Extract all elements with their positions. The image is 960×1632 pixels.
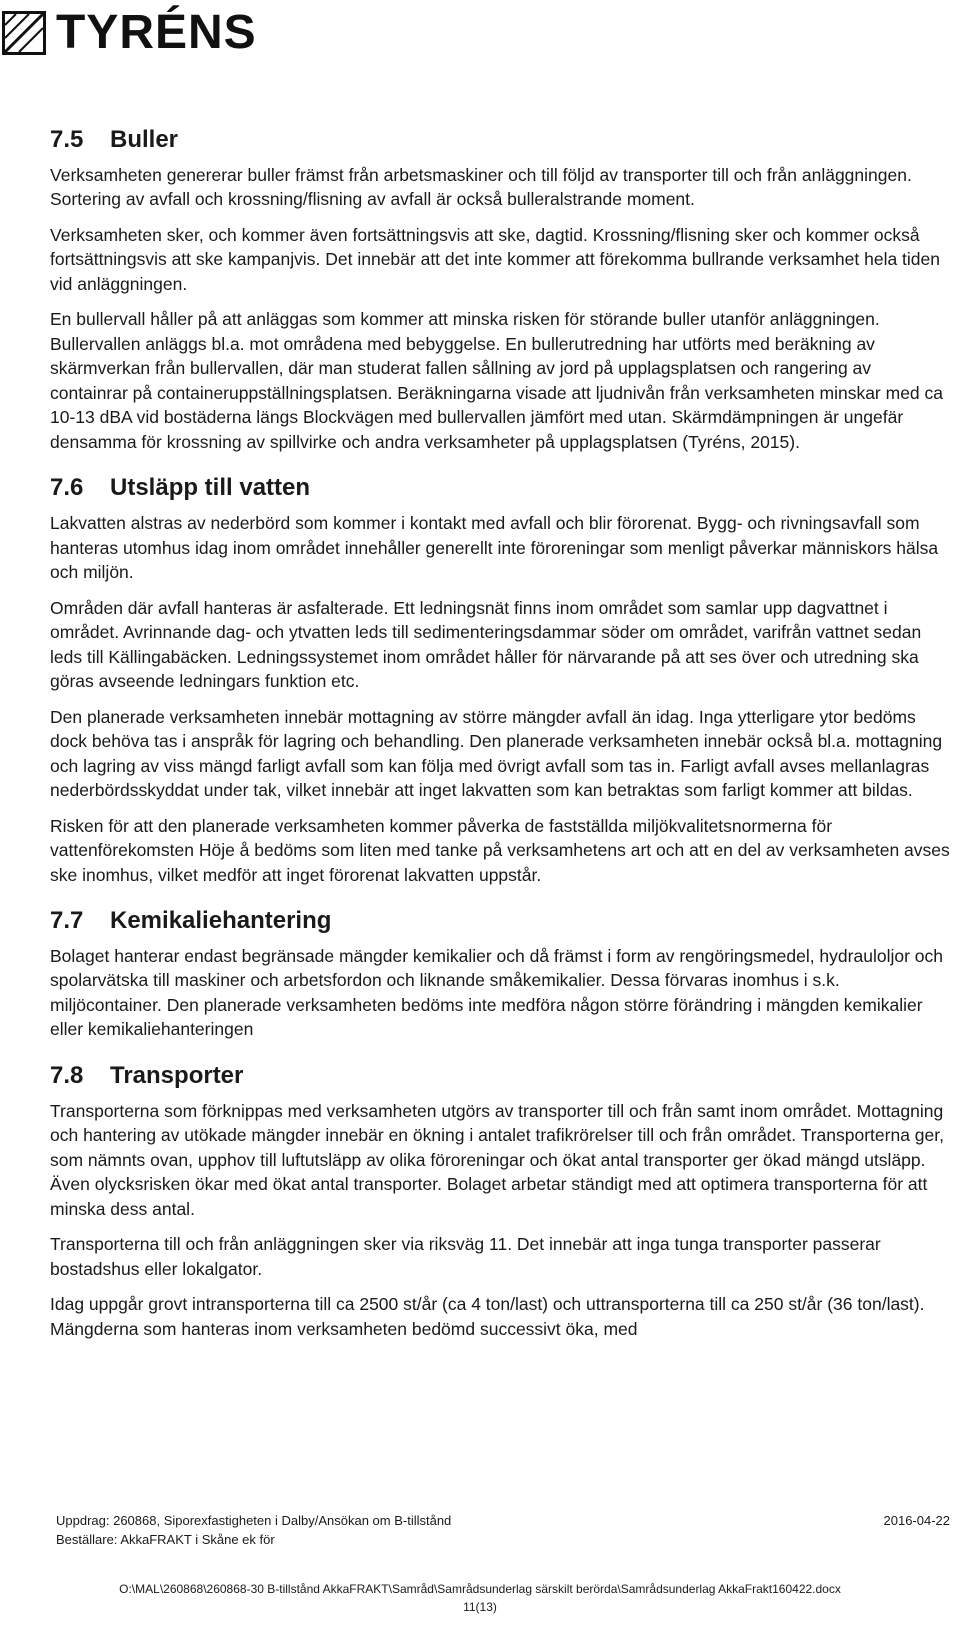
paragraph: Den planerade verksamheten innebär mottagning av större mängder avfall än idag. Inga ytterligare ytor bedöms dock behöva tas i anspråk för lagring och behandling. Den planerade verksamheten innebär också bl.a. mottagning och lagring av viss mängd farligt avfall som kan följa med övrigt avfall som tas in. Farligt avfall avses mellanlagras nederbördsskyddat under tak, vilket innebär att inget lakvatten som kan betraktas som farligt kommer att bildas. — [50, 706, 943, 801]
paragraph: Transporterna till och från anläggningen sker via riksväg 11. Det innebär att inga tunga transporter passerar bostadshus eller lokalgator. — [50, 1234, 881, 1279]
page-number: 11(13) — [463, 1600, 497, 1614]
paragraph: Verksamheten genererar buller främst från arbetsmaskiner och till följd av transporter till och från anläggningen. Sortering av avfall och krossning/flisning av avfall är också bulleralstrande moment. — [50, 164, 912, 210]
section-heading — [50, 907, 950, 936]
section-heading — [50, 474, 950, 503]
footer-client: Beställare: AkkaFRAKT i Skåne ek för — [56, 1532, 275, 1547]
section-number: 7.8 — [50, 1061, 84, 1089]
document-body — [50, 126, 950, 1352]
section-title: Transporter — [110, 1061, 244, 1089]
section-title: Kemikaliehantering — [110, 907, 332, 935]
page-header — [0, 8, 257, 58]
footer-file-path: O:\MAL\260868\260868-30 B-tillstånd AkkaFRAKT\Samråd\Samrådsunderlag särskilt berörda\Samrådsunderlag AkkaFrakt160422.docx — [119, 1582, 841, 1596]
logo-wordmark: TYRÉNS — [56, 6, 257, 59]
section-number: 7.6 — [50, 474, 84, 502]
paragraph: Transporterna som förknippas med verksamheten utgörs av transporter till och från samt inom området. Mottagning och hantering av utökade mängder innebär en ökning i antalet trafikrörelser till och från området. Transporterna ger, som nämnts ovan, upphov till luftutsläpp av olika föroreningar och ökat antal transporter ger ökad mängd utsläpp. Även olycksrisken ökar med ökat antal transporter. Bolaget arbetar ständigt med att optimera transporterna för att minska dess antal. — [50, 1100, 944, 1219]
paragraph: Områden där avfall hanteras är asfalterade. Ett ledningsnät finns inom området som samlar upp dagvattnet i området. Avrinnande dag- och ytvatten leds till sedimenteringsdammar söder om området, varifrån vattnet sedan leds till Källingabäcken. Ledningssystemet inom området håller för närvarande på att ses över och utredning ska göras avseende ledningars funktion etc. — [50, 597, 922, 692]
paragraph: Lakvatten alstras av nederbörd som kommer i kontakt med avfall och blir förorenat. Bygg- och rivningsavfall som hanteras utomhus idag inom området innehåller generellt inte föroreningar som menligt påverkar människors hälsa och miljön. — [50, 513, 939, 583]
section-heading — [50, 1062, 950, 1091]
footer-date: 2016-04-22 — [883, 1513, 950, 1528]
section-title: Buller — [110, 126, 179, 153]
footer-assignment: Uppdrag: 260868, Siporexfastigheten i Dalby/Ansökan om B-tillstånd — [56, 1513, 452, 1528]
page-footer — [56, 1511, 950, 1549]
paragraph: Risken för att den planerade verksamheten kommer påverka de fastställda miljökvalitetsnormerna för vattenförekomsten Höje å bedöms som liten med tanke på verksamhetens art och att en del av verksamheten avses ske inomhus, vilket medför att inget förorenat lakvatten uppstår. — [50, 815, 950, 885]
section-number: 7.5 — [50, 126, 84, 153]
paragraph: Verksamheten sker, och kommer även fortsättningsvis att ske, dagtid. Krossning/flisning sker och kommer också fortsättningsvis att ske kampanjvis. Det innebär att det inte kommer att förekomma bullrande verksamhet hela tiden vid anläggningen. — [50, 224, 941, 294]
section-title: Utsläpp till vatten — [110, 474, 311, 502]
section-heading — [50, 126, 950, 155]
paragraph: Idag uppgår grovt intransporterna till ca 2500 st/år (ca 4 ton/last) och uttransporterna till ca 250 st/år (36 ton/last). Mängderna som hanteras inom verksamheten bedömd successivt öka, med — [50, 1294, 925, 1339]
section-number: 7.7 — [50, 907, 84, 935]
tyrens-logo-icon — [2, 11, 46, 55]
paragraph: En bullervall håller på att anläggas som kommer att minska risken för störande buller utanför anläggningen. Bullervallen anläggs bl.a. mot områdena med bebyggelse. En bullerutredning har utförts med beräkning av skärmverkan från bullervallen, där man studerat fallen sållning av jord på upplagsplatsen och rangering av containrar på containeruppställningsplatsen. Beräkningarna visade att ljudnivån från verksamheten minskar med ca 10-13 dBA vid bostäderna längs Blockvägen med bullervallen jämfört med utan. Skärmdämpningen är ungefär densamma för krossning av spillvirke och andra verksamheter på upplagsplatsen (Tyréns, 2015). — [50, 309, 944, 452]
paragraph: Bolaget hanterar endast begränsade mängder kemikalier och då främst i form av rengöringsmedel, hydrauloljor och spolarvätska till maskiner och arbetsfordon och liknande småkemikalier. Dessa förvaras inomhus i s.k. miljöcontainer. Den planerade verksamheten bedöms inte medföra någon större förändring i mängden kemikalier eller kemikaliehanteringen — [50, 945, 943, 1040]
